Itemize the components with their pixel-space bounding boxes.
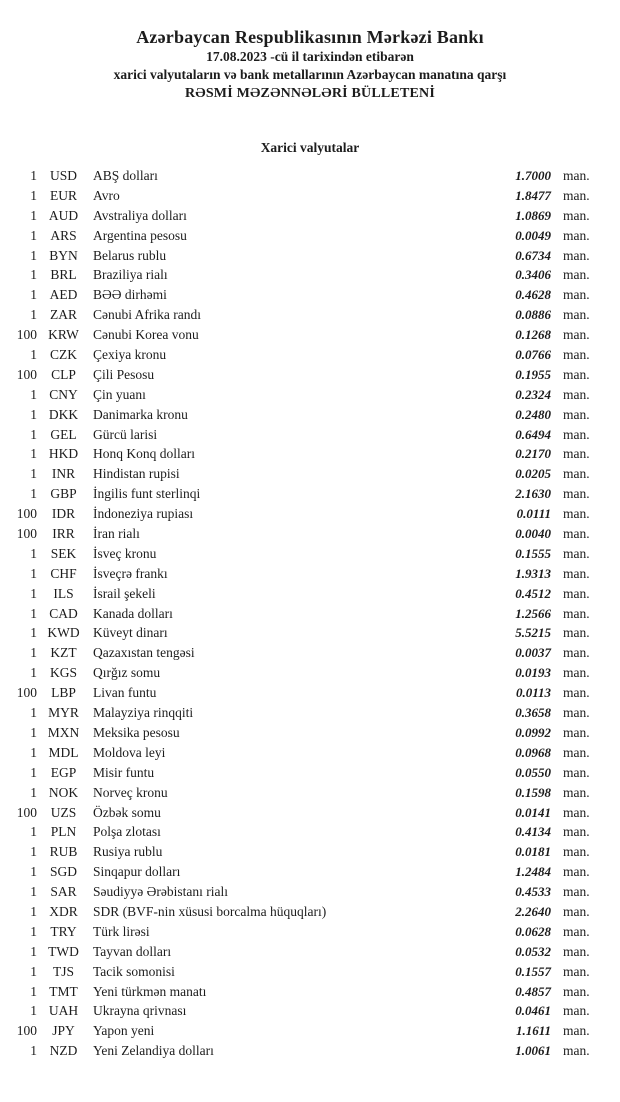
table-row: [0, 407, 620, 427]
unit-label: man.: [563, 327, 590, 343]
currency-quantity: 1: [30, 645, 37, 661]
currency-code: CHF: [50, 565, 77, 581]
currency-name: Braziliya rialı: [93, 267, 168, 283]
currency-code: EGP: [50, 764, 77, 780]
currency-code: TMT: [49, 983, 78, 999]
table-row: [0, 904, 620, 924]
unit-label: man.: [563, 366, 590, 382]
currency-code: KZT: [50, 645, 77, 661]
currency-name: Küveyt dinarı: [93, 625, 168, 641]
currency-code: KGS: [49, 665, 77, 681]
exchange-rate: 0.1955: [515, 366, 551, 382]
unit-label: man.: [563, 1003, 590, 1019]
table-row: [0, 526, 620, 546]
unit-label: man.: [563, 724, 590, 740]
currency-name: Kanada dolları: [93, 605, 173, 621]
currency-quantity: 1: [30, 903, 37, 919]
currency-quantity: 1: [30, 585, 37, 601]
currency-code: BYN: [49, 247, 78, 263]
currency-quantity: 1: [30, 963, 37, 979]
currency-code: IRR: [52, 526, 75, 542]
currency-name: Cənubi Korea vonu: [93, 327, 199, 343]
table-row: [0, 367, 620, 387]
currency-code: MDL: [48, 744, 79, 760]
table-row: [0, 645, 620, 665]
currency-quantity: 1: [30, 1003, 37, 1019]
currency-code: SEK: [50, 545, 77, 561]
table-row: [0, 566, 620, 586]
unit-label: man.: [563, 963, 590, 979]
currency-name: Norveç kronu: [93, 784, 168, 800]
currency-quantity: 1: [30, 347, 37, 363]
currency-name: İsveçrə frankı: [93, 565, 168, 581]
currency-name: Meksika pesosu: [93, 724, 180, 740]
exchange-rate: 1.9313: [515, 565, 551, 581]
unit-label: man.: [563, 685, 590, 701]
currency-code: GEL: [50, 426, 77, 442]
unit-label: man.: [563, 506, 590, 522]
currency-quantity: 1: [30, 227, 37, 243]
currency-quantity: 1: [30, 665, 37, 681]
exchange-rate: 0.4628: [515, 287, 551, 303]
exchange-rate: 1.1611: [515, 1023, 551, 1039]
unit-label: man.: [563, 1043, 590, 1059]
currency-code: TWD: [48, 943, 79, 959]
currency-code: LBP: [51, 685, 76, 701]
currency-name: Çili Pesosu: [93, 366, 155, 382]
unit-label: man.: [563, 983, 590, 999]
exchange-rate: 0.4857: [515, 983, 551, 999]
currency-code: NZD: [49, 1043, 78, 1059]
exchange-rate: 0.1268: [515, 327, 551, 343]
exchange-rate: 1.2566: [515, 605, 551, 621]
table-row: [0, 606, 620, 626]
table-row: [0, 248, 620, 268]
currency-quantity: 1: [30, 744, 37, 760]
exchange-rate: 5.5215: [515, 625, 551, 641]
currency-code: AUD: [48, 207, 79, 223]
table-row: [0, 964, 620, 984]
currency-quantity: 100: [16, 366, 37, 382]
currency-name: Yeni Zelandiya dolları: [93, 1043, 214, 1059]
exchange-rate: 0.0550: [515, 764, 551, 780]
table-row: [0, 665, 620, 685]
currency-code: ZAR: [50, 307, 77, 323]
currency-code: EUR: [50, 187, 77, 203]
unit-label: man.: [563, 486, 590, 502]
currency-quantity: 1: [30, 824, 37, 840]
currency-code: ILS: [53, 585, 74, 601]
unit-label: man.: [563, 446, 590, 462]
table-row: [0, 844, 620, 864]
currency-name: Çexiya kronu: [93, 347, 167, 363]
table-row: [0, 1043, 620, 1063]
currency-code: AED: [49, 287, 78, 303]
unit-label: man.: [563, 903, 590, 919]
unit-label: man.: [563, 406, 590, 422]
exchange-rate: 0.0532: [515, 943, 551, 959]
exchange-rate: 0.3658: [515, 705, 551, 721]
unit-label: man.: [563, 207, 590, 223]
unit-label: man.: [563, 864, 590, 880]
currency-name: Özbək somu: [93, 804, 161, 820]
currency-quantity: 100: [16, 506, 37, 522]
currency-name: Yeni türkmən manatı: [93, 983, 207, 999]
exchange-rate: 0.0968: [515, 744, 551, 760]
unit-label: man.: [563, 645, 590, 661]
currency-quantity: 100: [16, 327, 37, 343]
currency-quantity: 100: [16, 685, 37, 701]
currency-code: INR: [51, 466, 76, 482]
table-row: [0, 864, 620, 884]
currency-quantity: 1: [30, 605, 37, 621]
currency-code: TJS: [52, 963, 74, 979]
currency-quantity: 1: [30, 864, 37, 880]
currency-name: Malayziya rinqqiti: [93, 705, 194, 721]
unit-label: man.: [563, 247, 590, 263]
currency-quantity: 1: [30, 923, 37, 939]
currency-name: Tacik somonisi: [93, 963, 175, 979]
unit-label: man.: [563, 705, 590, 721]
unit-label: man.: [563, 923, 590, 939]
exchange-rate: 0.0181: [515, 844, 551, 860]
currency-quantity: 1: [30, 426, 37, 442]
currency-quantity: 1: [30, 267, 37, 283]
currency-code: KRW: [48, 327, 79, 343]
currency-name: Cənubi Afrika randı: [93, 307, 201, 323]
table-row: [0, 805, 620, 825]
exchange-rate: 1.0869: [515, 207, 551, 223]
currency-quantity: 1: [30, 784, 37, 800]
table-row: [0, 924, 620, 944]
currency-name: Polşa zlotası: [93, 824, 161, 840]
currency-code: TRY: [50, 923, 77, 939]
unit-label: man.: [563, 227, 590, 243]
exchange-rate: 0.6734: [515, 247, 551, 263]
exchange-rate: 0.0992: [515, 724, 551, 740]
unit-label: man.: [563, 267, 590, 283]
currency-name: İran rialı: [93, 526, 140, 542]
exchange-rate: 0.4533: [515, 884, 551, 900]
table-row: [0, 984, 620, 1004]
currency-name: İndoneziya rupiası: [93, 506, 194, 522]
unit-label: man.: [563, 1023, 590, 1039]
unit-label: man.: [563, 744, 590, 760]
table-row: [0, 745, 620, 765]
section-title-foreign-currencies: Xarici valyutalar: [260, 140, 360, 155]
unit-label: man.: [563, 426, 590, 442]
currency-code: GBP: [50, 486, 77, 502]
exchange-rate: 1.8477: [515, 187, 551, 203]
unit-label: man.: [563, 545, 590, 561]
currency-name: Hindistan rupisi: [93, 466, 180, 482]
currency-name: Misir funtu: [93, 764, 155, 780]
table-row: [0, 287, 620, 307]
table-row: [0, 685, 620, 705]
unit-label: man.: [563, 565, 590, 581]
currency-code: CNY: [49, 386, 78, 402]
unit-label: man.: [563, 844, 590, 860]
unit-label: man.: [563, 884, 590, 900]
bank-title: Azərbaycan Respublikasının Mərkəzi Bankı: [136, 27, 484, 47]
currency-quantity: 1: [30, 307, 37, 323]
table-row: [0, 824, 620, 844]
currency-quantity: 1: [30, 187, 37, 203]
currency-quantity: 1: [30, 247, 37, 263]
table-row: [0, 1023, 620, 1043]
table-row: [0, 506, 620, 526]
currency-name: Səudiyyə Ərəbistanı rialı: [93, 884, 228, 900]
currency-name: Tayvan dolları: [93, 943, 172, 959]
table-row: [0, 188, 620, 208]
exchange-rate: 0.1557: [515, 963, 551, 979]
currency-quantity: 1: [30, 287, 37, 303]
currency-quantity: 1: [30, 983, 37, 999]
currency-table: [0, 168, 620, 1063]
currency-name: İngilis funt sterlinqi: [93, 486, 201, 502]
unit-label: man.: [563, 585, 590, 601]
exchange-rate: 0.2324: [515, 386, 551, 402]
currency-quantity: 1: [30, 625, 37, 641]
exchange-rate: 0.0628: [515, 923, 551, 939]
table-row: [0, 327, 620, 347]
exchange-rate: 0.0766: [515, 347, 551, 363]
unit-label: man.: [563, 824, 590, 840]
unit-label: man.: [563, 764, 590, 780]
exchange-rate: 1.7000: [515, 168, 551, 183]
currency-name: İsrail şekeli: [93, 585, 156, 601]
unit-label: man.: [563, 784, 590, 800]
currency-code: NOK: [48, 784, 79, 800]
unit-label: man.: [563, 665, 590, 681]
table-row: [0, 466, 620, 486]
currency-code: IDR: [51, 506, 76, 522]
table-row: [0, 267, 620, 287]
unit-label: man.: [563, 526, 590, 542]
exchange-rate: 0.0205: [515, 466, 551, 482]
table-row: [0, 208, 620, 228]
exchange-rate: 1.2484: [515, 864, 551, 880]
currency-name: Danimarka kronu: [93, 406, 188, 422]
table-row: [0, 347, 620, 367]
currency-name: Qazaxıstan tengəsi: [93, 645, 195, 661]
table-row: [0, 168, 620, 188]
exchange-rate: 0.0040: [515, 526, 551, 542]
exchange-rate: 0.2170: [515, 446, 551, 462]
currency-name: Yapon yeni: [93, 1023, 155, 1039]
unit-label: man.: [563, 187, 590, 203]
currency-quantity: 1: [30, 705, 37, 721]
exchange-rate: 0.4512: [515, 585, 551, 601]
currency-quantity: 100: [16, 1023, 37, 1039]
currency-code: SAR: [50, 884, 77, 900]
table-row: [0, 625, 620, 645]
exchange-rate: 0.0113: [515, 685, 551, 701]
table-row: [0, 546, 620, 566]
currency-quantity: 1: [30, 1043, 37, 1059]
currency-quantity: 1: [30, 545, 37, 561]
bulletin-name: RƏSMİ MƏZƏNNƏLƏRİ BÜLLETENİ: [184, 86, 436, 101]
effective-date-line: 17.08.2023 -cü il tarixindən etibarən: [206, 49, 414, 64]
exchange-rate: 0.6494: [515, 426, 551, 442]
table-row: [0, 446, 620, 466]
table-row: [0, 765, 620, 785]
currency-name: ABŞ dolları: [93, 168, 158, 183]
currency-code: HKD: [48, 446, 79, 462]
currency-code: MXN: [47, 724, 80, 740]
exchange-rate: 0.0193: [515, 665, 551, 681]
currency-quantity: 1: [30, 207, 37, 223]
currency-name: Livan funtu: [93, 685, 157, 701]
currency-name: Argentina pesosu: [93, 227, 187, 243]
currency-quantity: 1: [30, 446, 37, 462]
table-row: [0, 725, 620, 745]
unit-label: man.: [563, 307, 590, 323]
table-row: [0, 586, 620, 606]
unit-label: man.: [563, 287, 590, 303]
currency-code: UAH: [48, 1003, 79, 1019]
exchange-rate: 0.0141: [515, 804, 551, 820]
currency-quantity: 100: [16, 804, 37, 820]
currency-quantity: 1: [30, 724, 37, 740]
table-row: [0, 228, 620, 248]
currency-code: PLN: [50, 824, 77, 840]
exchange-rate: 0.2480: [515, 406, 551, 422]
currency-code: ARS: [50, 227, 77, 243]
currency-quantity: 1: [30, 406, 37, 422]
currency-code: UZS: [50, 804, 77, 820]
unit-label: man.: [563, 347, 590, 363]
currency-quantity: 1: [30, 565, 37, 581]
bulletin-subtitle: xarici valyutaların və bank metallarının Azərbaycan manatına qarşı: [113, 67, 507, 82]
currency-quantity: 1: [30, 386, 37, 402]
currency-name: Qırğız somu: [93, 665, 161, 681]
currency-name: SDR (BVF-nin xüsusi borcalma hüquqları): [93, 903, 327, 919]
table-row: [0, 785, 620, 805]
currency-code: CAD: [49, 605, 78, 621]
table-row: [0, 1003, 620, 1023]
currency-name: Türk lirəsi: [93, 923, 150, 939]
unit-label: man.: [563, 625, 590, 641]
currency-code: RUB: [49, 844, 78, 860]
currency-quantity: 1: [30, 466, 37, 482]
exchange-rate: 0.1555: [515, 545, 551, 561]
currency-quantity: 1: [30, 764, 37, 780]
currency-name: Çin yuanı: [93, 386, 146, 402]
exchange-rate: 0.0461: [515, 1003, 551, 1019]
currency-code: CLP: [51, 366, 76, 382]
unit-label: man.: [563, 605, 590, 621]
exchange-rate: 0.0886: [515, 307, 551, 323]
currency-code: MYR: [48, 705, 79, 721]
unit-label: man.: [563, 943, 590, 959]
currency-name: Avstraliya dolları: [93, 207, 187, 223]
exchange-rate: 0.0037: [515, 645, 551, 661]
currency-code: USD: [49, 168, 77, 183]
table-row: [0, 387, 620, 407]
table-row: [0, 705, 620, 725]
currency-quantity: 1: [30, 943, 37, 959]
currency-name: Avro: [93, 187, 120, 203]
table-row: [0, 307, 620, 327]
currency-name: Sinqapur dolları: [93, 864, 181, 880]
currency-code: DKK: [48, 406, 79, 422]
exchange-rate: 0.1598: [515, 784, 551, 800]
exchange-rate: 0.3406: [515, 267, 551, 283]
currency-code: XDR: [49, 903, 78, 919]
currency-code: KWD: [47, 625, 80, 641]
exchange-rate: 0.4134: [515, 824, 551, 840]
exchange-rate: 0.0111: [516, 506, 551, 522]
table-row: [0, 427, 620, 447]
exchange-rate: 1.0061: [515, 1043, 551, 1059]
currency-code: BRL: [50, 267, 77, 283]
exchange-rate: 2.2640: [515, 903, 551, 919]
currency-code: JPY: [52, 1023, 75, 1039]
currency-quantity: 1: [30, 884, 37, 900]
currency-quantity: 1: [30, 486, 37, 502]
currency-name: Honq Konq dolları: [93, 446, 195, 462]
currency-code: CZK: [50, 347, 77, 363]
currency-quantity: 1: [30, 168, 37, 183]
unit-label: man.: [563, 168, 590, 183]
table-row: [0, 486, 620, 506]
exchange-rate: 0.0049: [515, 227, 551, 243]
currency-name: Moldova leyi: [93, 744, 166, 760]
table-row: [0, 944, 620, 964]
bulletin-header: [0, 26, 620, 103]
unit-label: man.: [563, 804, 590, 820]
exchange-rate: 2.1630: [515, 486, 551, 502]
table-row: [0, 884, 620, 904]
currency-name: BƏƏ dirhəmi: [93, 287, 167, 303]
currency-quantity: 100: [16, 526, 37, 542]
currency-name: Belarus rublu: [93, 247, 167, 263]
currency-name: Rusiya rublu: [93, 844, 163, 860]
unit-label: man.: [563, 386, 590, 402]
currency-name: İsveç kronu: [93, 545, 157, 561]
currency-code: SGD: [49, 864, 77, 880]
unit-label: man.: [563, 466, 590, 482]
currency-quantity: 1: [30, 844, 37, 860]
currency-name: Ukrayna qrivnası: [93, 1003, 187, 1019]
currency-name: Gürcü larisi: [93, 426, 158, 442]
